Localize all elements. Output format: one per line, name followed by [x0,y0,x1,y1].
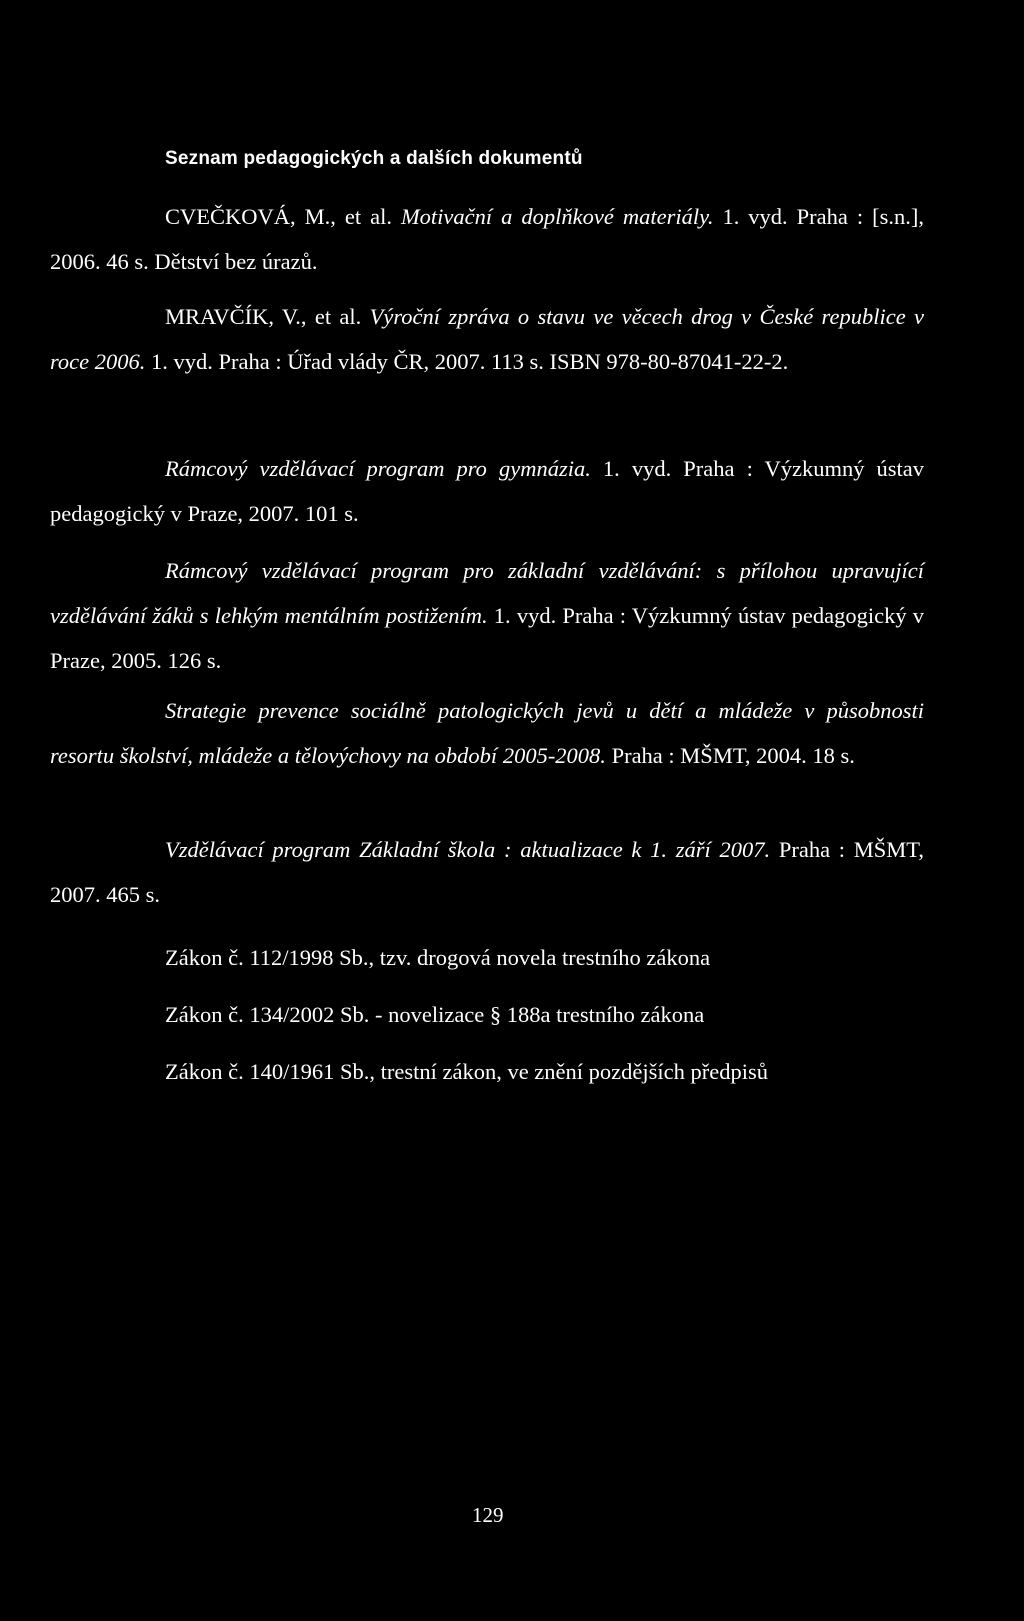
page-number: 129 [472,1503,504,1527]
entry-title: Rámcový vzdělávací program pro základní vzdělávání: s přílohou upravující vzdělávání žáků s lehkým mentálním postižením. [50,558,924,628]
entry-author: MRAVČÍK, V., et al. [165,304,370,329]
bibliography-entry [50,194,924,284]
entry-title: Výroční zpráva o stavu ve věcech drog v České republice v roce 2006. [50,304,925,374]
entry-publication: 1. vyd. Praha : Úřad vlády ČR, 2007. 113 s. ISBN 978-80-87041-22-2. [145,349,789,374]
bibliography-entry [50,446,924,536]
entry-title: Vzdělávací program Základní škola : aktualizace k 1. září 2007. [165,837,771,862]
entry-title: Rámcový vzdělávací program pro gymnázia. [165,456,591,481]
bibliography-entry [50,688,924,778]
entry-title: Motivační a doplňkové materiály. [400,204,714,229]
entry-author: CVEČKOVÁ, M., et al. [165,204,401,229]
entry-publication: Praha : MŠMT, 2004. 18 s. [605,743,855,768]
bibliography-entry [50,827,924,917]
entry-publication: 1. vyd. Praha : [s.n.], 2006. 46 s. Dětství bez úrazů. [50,204,924,274]
law-reference: Zákon č. 134/2002 Sb. - novelizace § 188a trestního zákona [165,1002,705,1027]
section-heading: Seznam pedagogických a dalších dokumentů [165,148,583,169]
law-reference: Zákon č. 112/1998 Sb., tzv. drogová novela trestního zákona [165,945,711,970]
entry-title: Strategie prevence sociálně patologických jevů u dětí a mládeže v působnosti resortu školství, mládeže a tělovýchovy na období 2005-2008. [50,698,924,768]
entry-publication: 1. vyd. Praha : Výzkumný ústav pedagogický v Praze, 2005. 126 s. [50,603,925,673]
entry-publication: Praha : MŠMT, 2007. 465 s. [50,837,924,907]
entry-publication: 1. vyd. Praha : Výzkumný ústav pedagogický v Praze, 2007. 101 s. [50,456,925,526]
bibliography-entry [50,548,924,683]
bibliography-entry [50,294,924,384]
law-reference: Zákon č. 140/1961 Sb., trestní zákon, ve znění pozdějších předpisů [165,1059,768,1084]
